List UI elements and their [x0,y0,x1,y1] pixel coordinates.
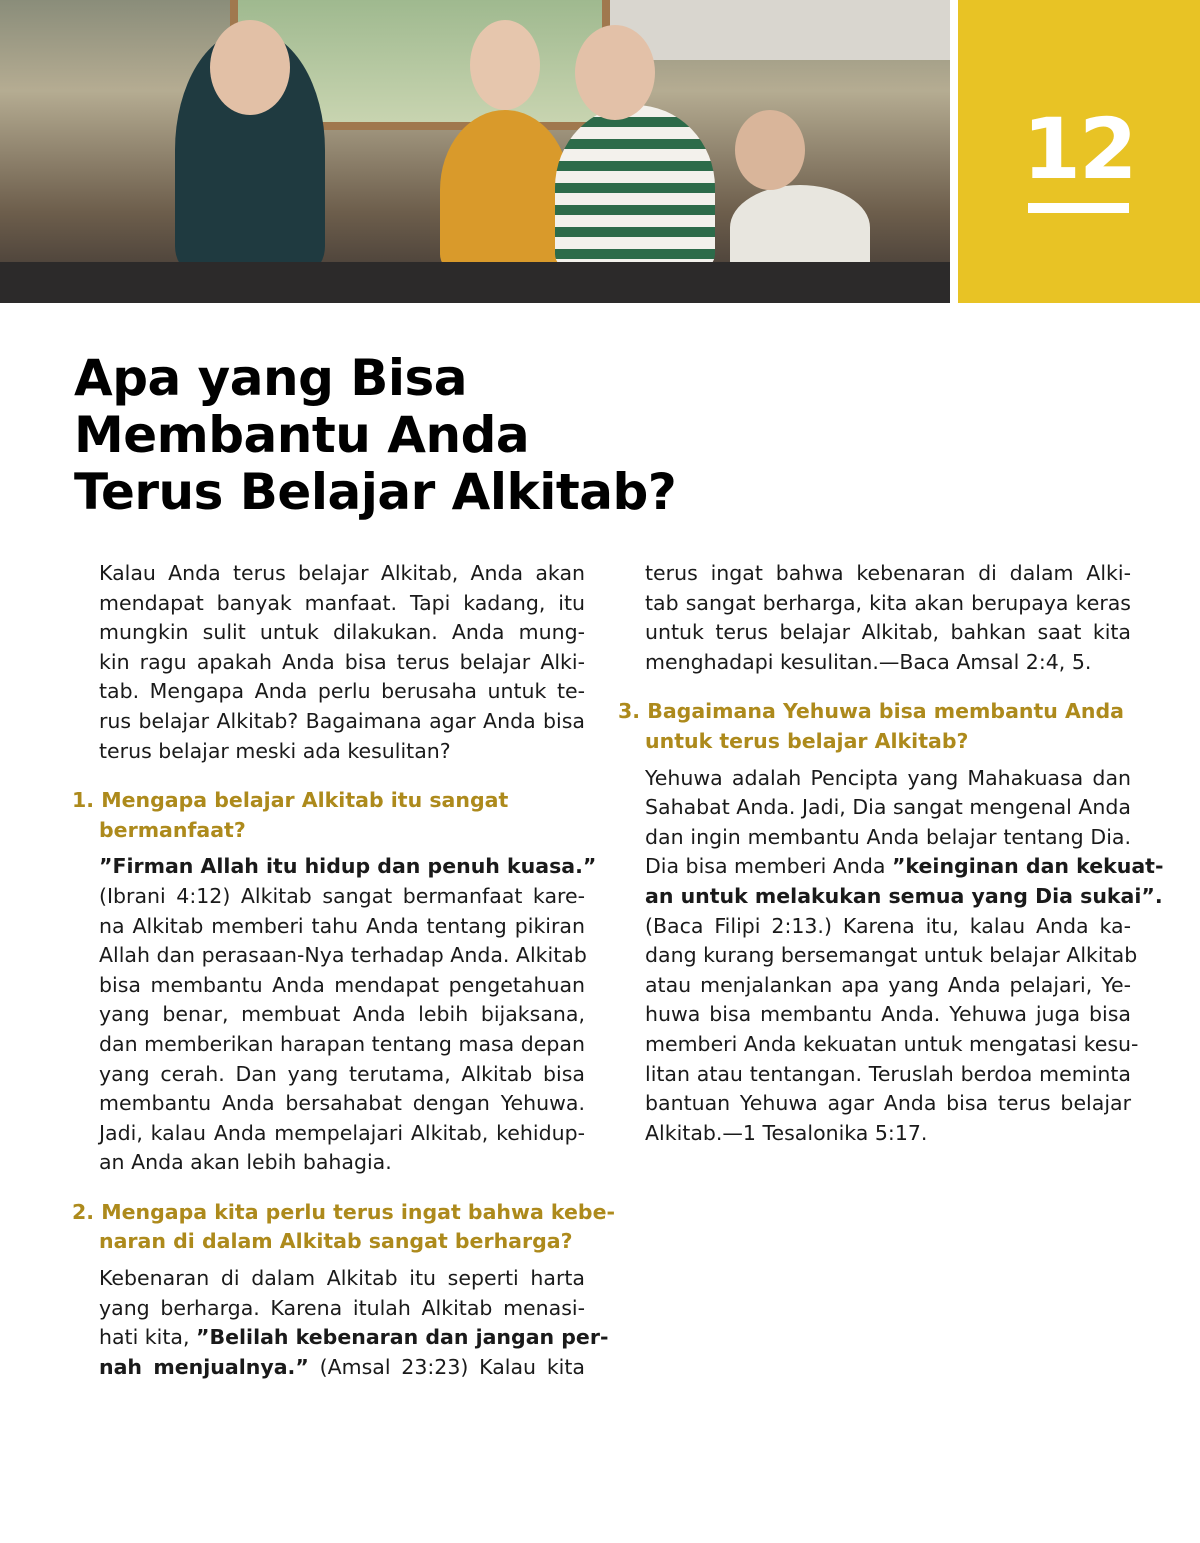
text-run: Dia bisa memberi Anda [645,854,892,879]
paragraph-line [645,648,1131,678]
text-run: kin ragu apakah Anda bisa terus belajar Alki- [99,649,585,674]
paragraph-line [645,912,1131,942]
paragraph-line [645,971,1131,1001]
question-heading [72,786,572,845]
text-run: membantu Anda bersahabat dengan Yehuwa. [99,1091,585,1116]
question-line: 1. Mengapa belajar Alkitab itu sangat [72,788,509,813]
paragraph-line [645,618,1131,648]
paragraph [72,852,597,1178]
paragraph-line [99,1294,585,1324]
paragraph-line [99,882,585,912]
paragraph [72,1264,609,1382]
text-run: Kebenaran di dalam Alkitab itu seperti harta [99,1266,585,1291]
paragraph-line [99,852,597,882]
paragraph-line [99,1148,585,1178]
text-run: memberi Anda kekuatan untuk mengatasi kesu- [645,1031,1139,1056]
paragraph-line [645,589,1131,619]
scripture-quote: an untuk melakukan semua yang Dia sukai”. [645,883,1163,908]
text-run: (Baca Filipi 2:13.) Karena itu, kalau Anda ka- [645,913,1131,938]
paragraph-line [645,1119,1131,1149]
text-run: tab. Mengapa Anda perlu berusaha untuk te- [99,679,585,704]
paragraph-line [99,589,585,619]
paragraph-line [99,648,585,678]
paragraph-line [99,677,585,707]
text-run: (Ibrani 4:12) Alkitab sangat bermanfaat kare- [99,883,585,908]
paragraph-line [645,1060,1131,1090]
text-run: menghadapi kesulitan.—Baca Amsal 2:4, 5. [645,649,1092,674]
paragraph-line [99,912,585,942]
paragraph-line [99,1353,585,1383]
page-title [74,350,676,521]
paragraph-line [645,1000,1131,1030]
question-line: bermanfaat? [99,817,246,842]
paragraph-line [99,1089,585,1119]
text-run: hati kita, [99,1325,197,1350]
text-run: yang berharga. Karena itulah Alkitab menasi- [99,1295,585,1320]
right-column [618,559,1164,1148]
text-run: bisa membantu Anda mendapat pengetahuan [99,972,585,997]
paragraph-line [99,559,585,589]
paragraph-line [645,1089,1131,1119]
question-heading [618,697,1125,756]
paragraph [618,559,1131,677]
paragraph [72,559,585,766]
text-run: terus belajar meski ada kesulitan? [99,738,451,763]
text-run: yang benar, membuat Anda lebih bijaksana, [99,1002,585,1027]
scripture-quote: ”Belilah kebenaran dan jangan per- [196,1325,609,1350]
text-run: terus ingat bahwa kebenaran di dalam Alki- [645,561,1131,585]
title-line: Terus Belajar Alkitab? [74,463,677,521]
paragraph-line [99,1030,585,1060]
text-run: yang cerah. Dan yang terutama, Alkitab bisa [99,1061,585,1086]
paragraph-line [99,737,585,767]
paragraph-line [99,1323,609,1353]
text-run: Jadi, kalau Anda mempelajari Alkitab, kehidup- [99,1120,585,1145]
text-run: huwa bisa membantu Anda. Yehuwa juga bisa [645,1002,1131,1027]
left-column [72,559,616,1382]
paragraph-line [99,1000,585,1030]
text-run: mungkin sulit untuk dilakukan. Anda mung- [99,620,585,645]
title-line: Apa yang Bisa [74,349,468,407]
text-run: (Amsal 23:23) Kalau kita [308,1354,585,1379]
paragraph [618,764,1164,1149]
paragraph-line [645,823,1131,853]
text-run: rus belajar Alkitab? Bagaimana agar Anda bisa [99,708,585,733]
paragraph-line [99,1119,585,1149]
title-line: Membantu Anda [74,406,530,464]
question-line: 3. Bagaimana Yehuwa bisa membantu Anda [618,699,1125,724]
lesson-number-badge [958,0,1200,303]
scripture-quote: ”Firman Allah itu hidup dan penuh kuasa.” [99,854,597,879]
text-run: Alkitab.—1 Tesalonika 5:17. [645,1120,928,1145]
text-run: litan atau tentangan. Teruslah berdoa meminta [645,1061,1131,1086]
text-run: tab sangat berharga, kita akan berupaya keras [645,590,1131,615]
text-run: na Alkitab memberi tahu Anda tentang pikiran [99,913,585,938]
question-line: untuk terus belajar Alkitab? [645,728,969,753]
paragraph-line [645,559,1131,589]
question-heading [72,1198,616,1257]
header-photo [0,0,950,303]
paragraph-line [645,764,1131,794]
text-run: Allah dan perasaan-Nya terhadap Anda. Alkitab [99,943,587,968]
text-run: mendapat banyak manfaat. Tapi kadang, itu [99,590,585,615]
paragraph-line [99,1060,585,1090]
text-run: dan ingin membantu Anda belajar tentang Dia. [645,824,1131,849]
question-line: naran di dalam Alkitab sangat berharga? [99,1229,573,1254]
text-run: dang kurang bersemangat untuk belajar Alkitab [645,943,1138,968]
paragraph-line [645,941,1138,971]
scripture-quote: nah menjualnya.” [99,1354,309,1379]
paragraph-line [99,707,585,737]
text-run: dan memberikan harapan tentang masa depan [99,1031,585,1056]
text-run: Yehuwa adalah Pencipta yang Mahakuasa dan [645,765,1131,790]
paragraph-line [99,971,585,1001]
text-run: untuk terus belajar Alkitab, bahkan saat kita [645,620,1131,645]
paragraph-line [99,1264,585,1294]
paragraph-line [645,793,1131,823]
paragraph-line [645,882,1163,912]
paragraph-line [99,941,585,971]
scripture-quote: ”keinginan dan kekuat- [891,854,1164,879]
text-run: Kalau Anda terus belajar Alkitab, Anda akan [99,561,585,585]
lesson-number: 12 [1022,100,1136,198]
underline-bar [1028,203,1129,213]
question-line: 2. Mengapa kita perlu terus ingat bahwa kebe- [72,1199,616,1224]
paragraph-line [645,1030,1139,1060]
text-run: atau menjalankan apa yang Anda pelajari, Ye- [645,972,1131,997]
text-run: bantuan Yehuwa agar Anda bisa terus belajar [645,1091,1131,1116]
text-run: Sahabat Anda. Jadi, Dia sangat mengenal Anda [645,795,1131,820]
paragraph-line [645,852,1164,882]
text-run: an Anda akan lebih bahagia. [99,1150,392,1175]
paragraph-line [99,618,585,648]
